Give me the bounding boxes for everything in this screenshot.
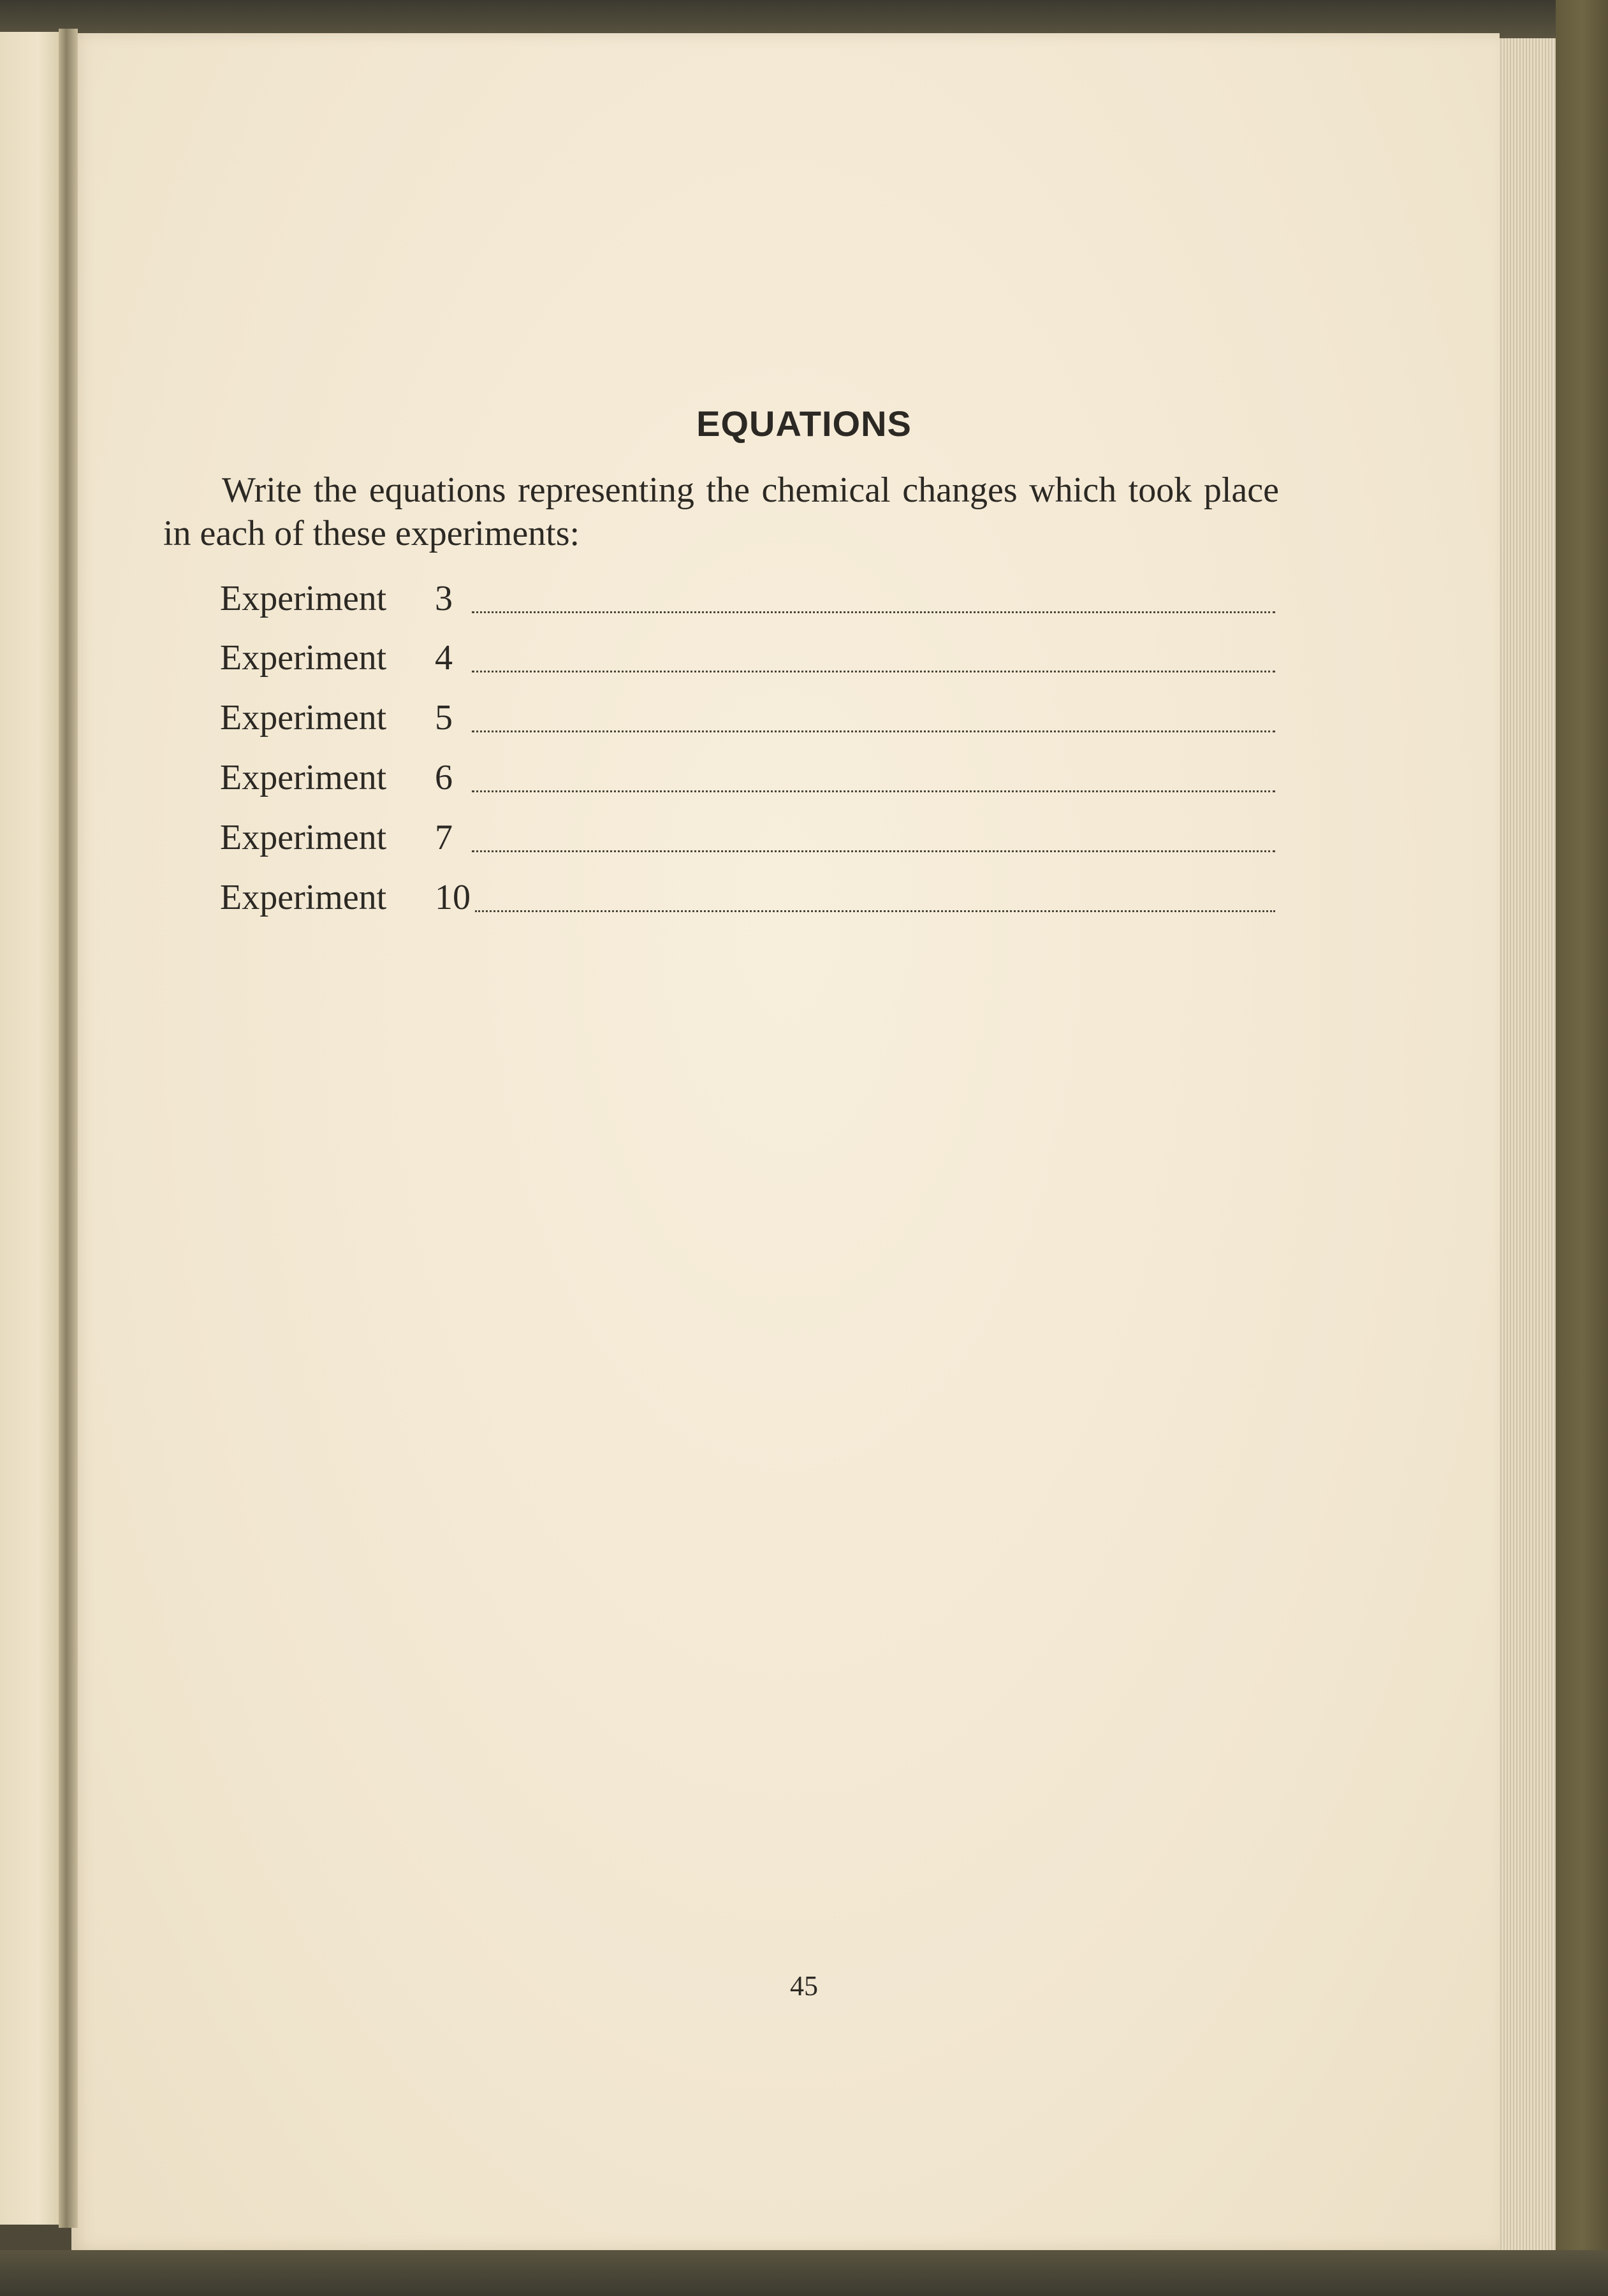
experiment-number: 5 [435,698,453,737]
book-cover-top [0,0,1608,38]
experiment-row [220,816,1275,859]
experiment-number: 10 [435,878,471,917]
experiment-row [220,577,1275,620]
experiment-row [220,636,1275,679]
answer-line[interactable] [472,611,1275,613]
page-block-edges [1492,38,1556,2250]
answer-line[interactable] [475,910,1275,912]
answer-line[interactable] [472,850,1275,852]
experiment-number: 6 [435,758,453,797]
experiment-number: 3 [435,579,453,618]
experiment-row [220,696,1275,739]
experiment-label: Experiment [220,698,387,737]
experiment-number: 4 [435,638,453,678]
experiment-label: Experiment [220,638,387,678]
experiment-label: Experiment [220,878,387,917]
experiment-label: Experiment [220,579,387,618]
experiment-row [220,876,1275,919]
book-cover-bottom [0,2250,1608,2296]
experiment-number: 7 [435,818,453,857]
book-gutter [59,29,78,2228]
experiment-label: Experiment [220,758,387,797]
book-cover-spine-edge [1556,0,1608,2296]
instruction-paragraph: Write the equations representing the chemical changes which took place in each of these experiments: [163,470,1279,553]
answer-line[interactable] [472,730,1275,732]
page-heading: EQUATIONS [696,403,912,444]
answer-line[interactable] [472,671,1275,672]
book-page [71,33,1500,2250]
answer-line[interactable] [472,790,1275,792]
page-number: 45 [790,1970,818,2002]
experiment-label: Experiment [220,818,387,857]
left-page-edge [0,32,64,2225]
experiment-row [220,756,1275,799]
